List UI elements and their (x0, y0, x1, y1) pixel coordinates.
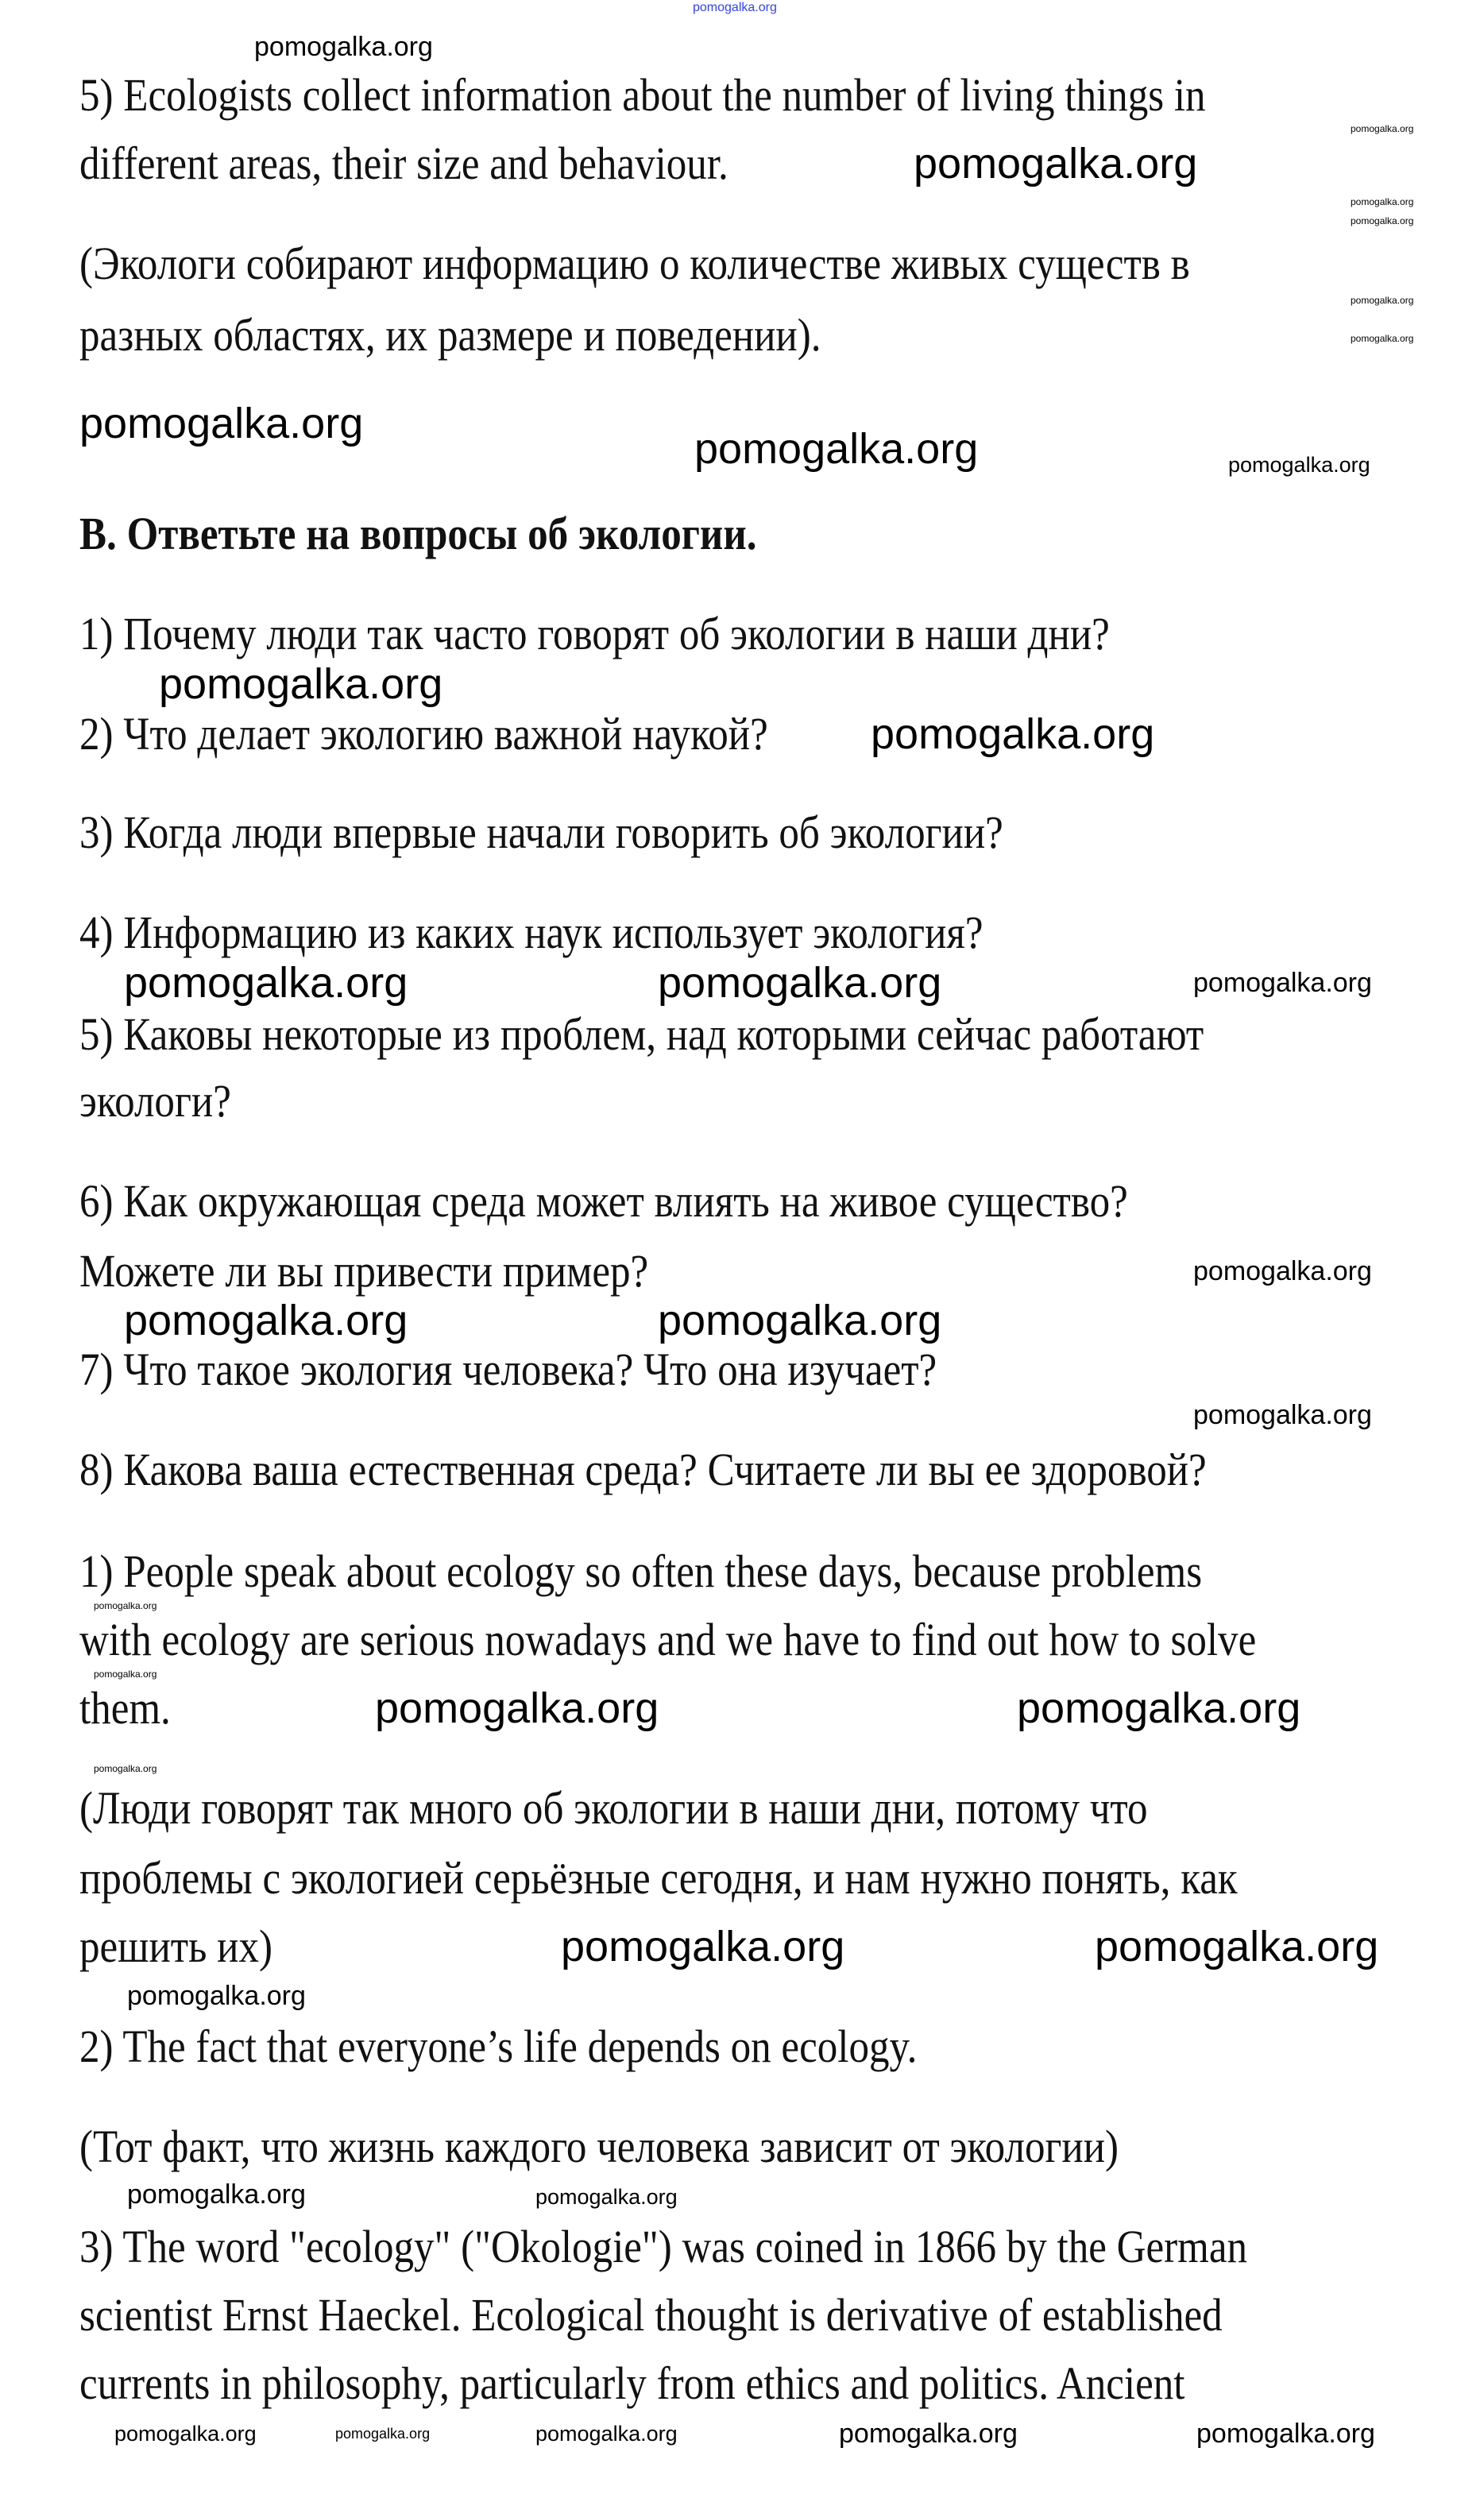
watermark: pomogalka.org (94, 1669, 157, 1680)
watermark: pomogalka.org (694, 425, 979, 473)
answer-line: scientist Ernst Haeckel. Ecological thought is derivative of established (79, 2289, 1223, 2341)
watermark: pomogalka.org (114, 2422, 257, 2446)
watermark: pomogalka.org (94, 1763, 157, 1774)
watermark: pomogalka.org (1351, 196, 1414, 207)
watermark: pomogalka.org (535, 2185, 678, 2209)
watermark: pomogalka.org (375, 1684, 659, 1732)
answer-line: with ecology are serious nowadays and we have to find out how to solve (79, 1614, 1257, 1665)
watermark: pomogalka.org (1193, 1400, 1372, 1430)
answer-line: 1) People speak about ecology so often these days, because problems (79, 1545, 1203, 1597)
question: Можете ли вы привести пример? (79, 1245, 649, 1297)
watermark: pomogalka.org (535, 2422, 678, 2446)
answer-line: 3) The word "ecology" ("Okologie") was coined in 1866 by the German (79, 2221, 1248, 2272)
watermark: pomogalka.org (127, 1981, 306, 2011)
watermark: pomogalka.org (124, 1297, 408, 1344)
watermark: pomogalka.org (839, 2419, 1018, 2449)
answer-5-ru-line: разных областях, их размере и поведении). (79, 309, 821, 361)
watermark: pomogalka.org (254, 32, 433, 62)
watermark: pomogalka.org (658, 1297, 942, 1344)
question: 2) Что делает экологию важной наукой? (79, 708, 768, 760)
question: 4) Информацию из каких наук использует экология? (79, 907, 984, 958)
question: 6) Как окружающая среда может влиять на живое существо? (79, 1175, 1128, 1227)
watermark: pomogalka.org (1351, 123, 1414, 134)
question: 7) Что такое экология человека? Что она изучает? (79, 1344, 937, 1395)
question: экологи? (79, 1075, 231, 1127)
answer-line: (Тот факт, что жизнь каждого человека зависит от экологии) (79, 2121, 1119, 2172)
watermark: pomogalka.org (658, 959, 942, 1007)
watermark: pomogalka.org (1351, 333, 1414, 344)
answer-5-ru-line: (Экологи собирают информацию о количестве живых существ в (79, 238, 1190, 289)
question: 5) Каковы некоторые из проблем, над которыми сейчас работают (79, 1008, 1204, 1060)
watermark-top[interactable]: pomogalka.org (693, 1, 777, 14)
watermark: pomogalka.org (127, 2179, 306, 2210)
answer-5-en-line: different areas, their size and behaviour. (79, 137, 728, 189)
watermark: pomogalka.org (1193, 1256, 1372, 1286)
answer-line: проблемы с экологией серьёзные сегодня, и нам нужно понять, как (79, 1852, 1238, 1904)
watermark: pomogalka.org (1228, 453, 1370, 477)
watermark: pomogalka.org (159, 660, 443, 708)
watermark: pomogalka.org (94, 1600, 157, 1611)
watermark: pomogalka.org (1196, 2419, 1375, 2449)
watermark: pomogalka.org (124, 959, 408, 1007)
watermark: pomogalka.org (1351, 215, 1414, 226)
answer-line: 2) The fact that everyone’s life depends on ecology. (79, 2021, 918, 2072)
answer-5-en-line: 5) Ecologists collect information about the number of living things in (79, 69, 1206, 121)
answer-line: (Люди говорят так много об экологии в наши дни, потому что (79, 1782, 1148, 1834)
watermark: pomogalka.org (1095, 1923, 1379, 1970)
watermark: pomogalka.org (914, 140, 1198, 188)
watermark: pomogalka.org (1193, 968, 1372, 998)
question: 1) Почему люди так часто говорят об экологии в наши дни? (79, 608, 1110, 659)
answer-line: them. (79, 1682, 171, 1734)
watermark: pomogalka.org (561, 1923, 845, 1970)
answer-line: currents in philosophy, particularly from ethics and politics. Ancient (79, 2357, 1185, 2409)
question: 3) Когда люди впервые начали говорить об экологии? (79, 806, 1003, 858)
question: 8) Какова ваша естественная среда? Считаете ли вы ее здоровой? (79, 1444, 1207, 1495)
answer-line: решить их) (79, 1920, 272, 1972)
watermark: pomogalka.org (1017, 1684, 1301, 1732)
watermark: pomogalka.org (871, 710, 1155, 758)
section-heading: B. Ответьте на вопросы об экологии. (79, 508, 757, 559)
watermark: pomogalka.org (79, 400, 364, 447)
watermark: pomogalka.org (335, 2426, 431, 2442)
watermark: pomogalka.org (1351, 295, 1414, 306)
